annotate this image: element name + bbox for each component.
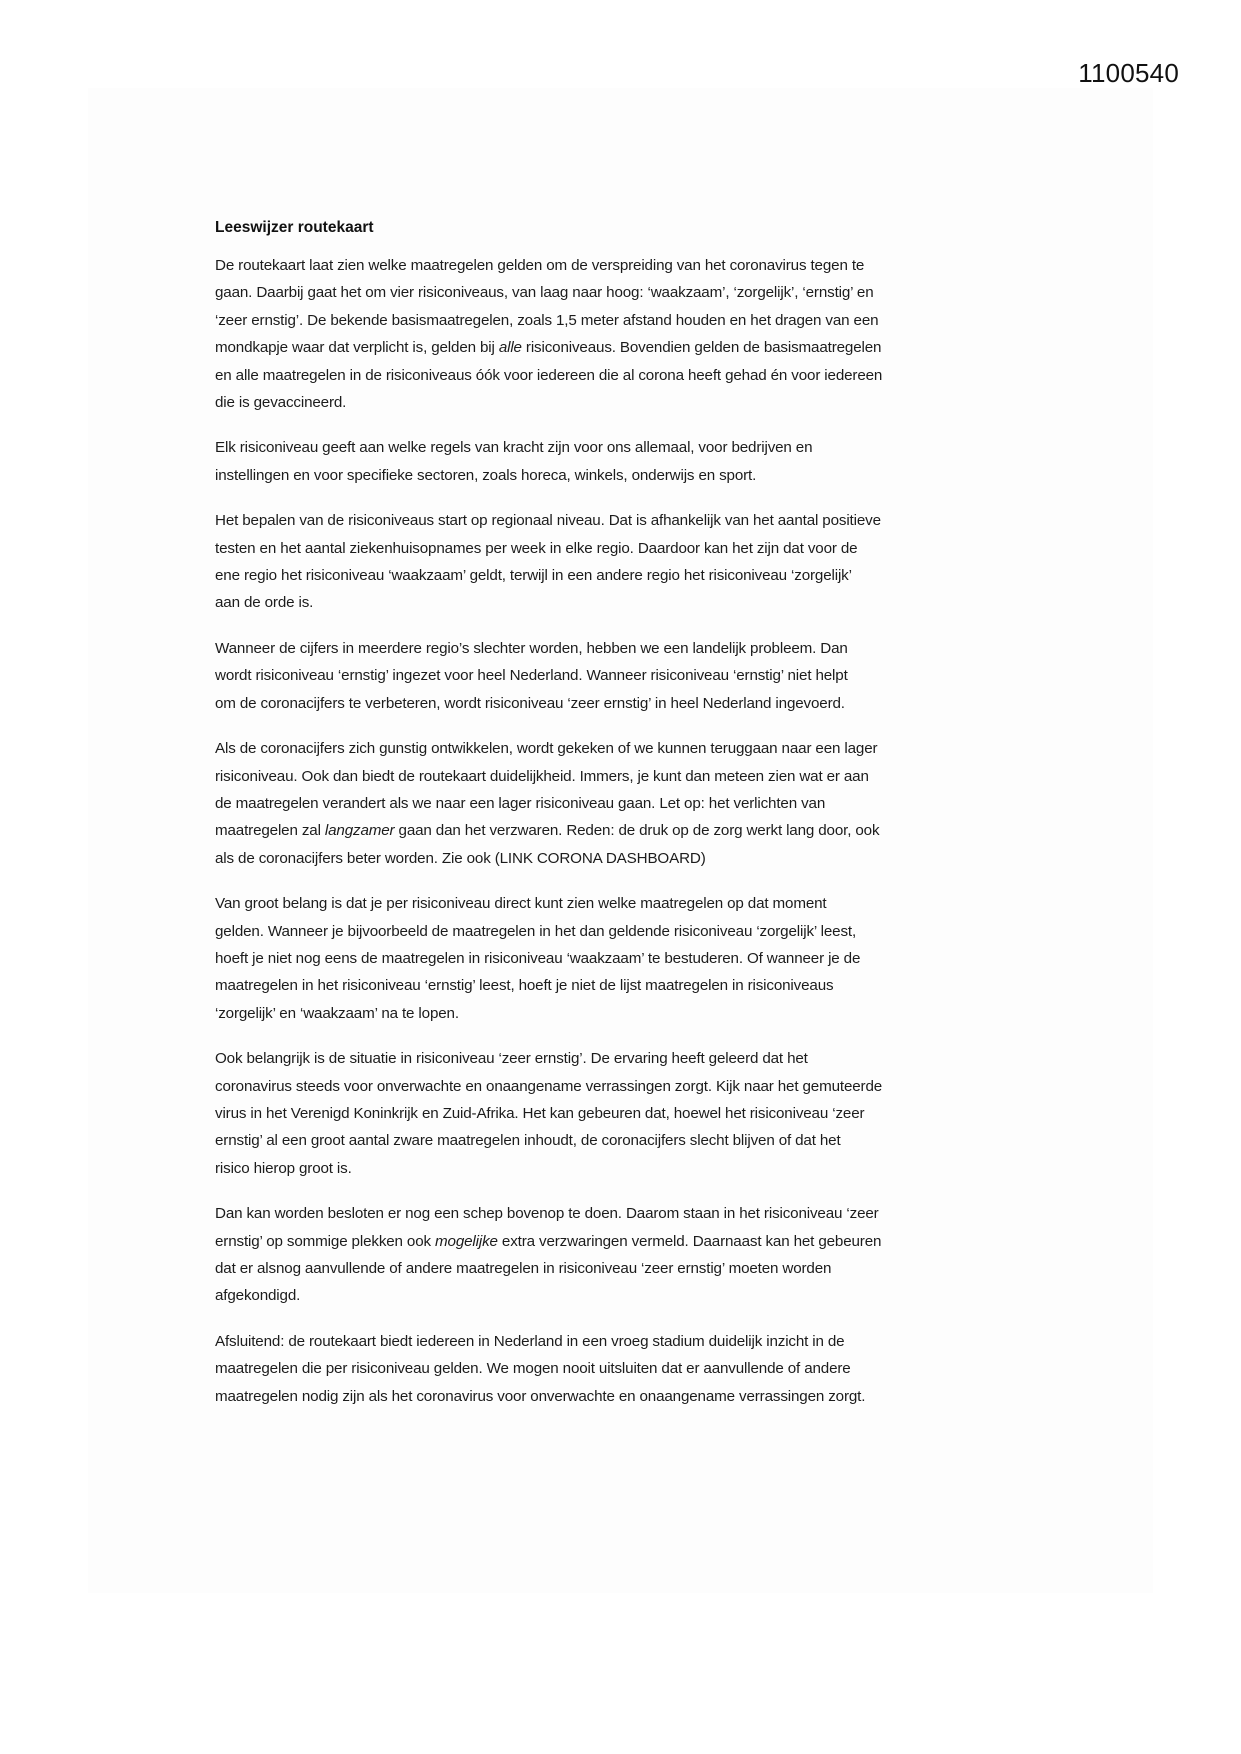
text-line: maatregelen zal langzamer gaan dan het verzwaren. Reden: de druk op de zorg werkt lang door, ook — [215, 822, 880, 840]
emphasis: alle — [498, 339, 522, 357]
text-line: gaan. Daarbij gaat het om vier risiconiveaus, van laag naar hoog: ‘waakzaam’, ‘zorgelijk’, ‘ernstig’ en — [215, 284, 874, 302]
paragraph — [215, 434, 1045, 489]
emphasis: langzamer — [324, 822, 395, 840]
text-line: Ook belangrijk is de situatie in risiconiveau ‘zeer ernstig’. De ervaring heeft geleerd dat het — [215, 1050, 808, 1068]
document-title: Leeswijzer routekaart — [215, 219, 374, 236]
text-line: afgekondigd. — [215, 1287, 301, 1305]
text-line: gelden. Wanneer je bijvoorbeeld de maatregelen in het dan geldende risiconiveau ‘zorgelijk’ leest, — [215, 922, 857, 940]
paragraph — [215, 890, 1045, 1027]
text-line: Dan kan worden besloten er nog een schep bovenop te doen. Daarom staan in het risiconiveau ‘zeer — [215, 1205, 879, 1223]
text-line: ernstig’ op sommige plekken ook mogelijke extra verzwaringen vermeld. Daarnaast kan het gebeuren — [215, 1232, 882, 1250]
text-line: virus in het Verenigd Koninkrijk en Zuid-Afrika. Het kan gebeuren dat, hoewel het risiconiveau ‘zeer — [215, 1104, 865, 1122]
document-body — [215, 218, 1045, 1428]
text-line: ernstig’ al een groot aantal zware maatregelen inhoudt, de coronacijfers slecht blijven of dat het — [215, 1132, 841, 1150]
text-line: testen en het aantal ziekenhuisopnames per week in elke regio. Daardoor kan het zijn dat voor de — [215, 539, 858, 557]
text-line: mondkapje waar dat verplicht is, gelden bij alle risiconiveaus. Bovendien gelden de basismaatregelen — [215, 339, 882, 357]
text-line: instellingen en voor specifieke sectoren, zoals horeca, winkels, onderwijs en sport. — [215, 466, 757, 484]
text-line: de maatregelen verandert als we naar een lager risiconiveau gaan. Let op: het verlichten van — [215, 794, 826, 812]
text-line: maatregelen nodig zijn als het coronavirus voor onverwachte en onaangename verrassingen zorgt. — [215, 1387, 866, 1405]
text-line: ‘zorgelijk’ en ‘waakzaam’ na te lopen. — [215, 1004, 459, 1022]
text-line: en alle maatregelen in de risiconiveaus óók voor iedereen die al corona heeft gehad én voor iedereen — [215, 366, 883, 384]
paragraph — [215, 1045, 1045, 1182]
text-line: Wanneer de cijfers in meerdere regio’s slechter worden, hebben we een landelijk probleem. Dan — [215, 639, 848, 657]
text-line: hoeft je niet nog eens de maatregelen in risiconiveau ‘waakzaam’ te bestuderen. Of wanneer je de — [215, 949, 861, 967]
text-line: Afsluitend: de routekaart biedt iedereen in Nederland in een vroeg stadium duidelijk inzicht in de — [215, 1332, 845, 1350]
text-line: maatregelen die per risiconiveau gelden. We mogen nooit uitsluiten dat er aanvullende of andere — [215, 1360, 851, 1378]
text-line: coronavirus steeds voor onverwachte en onaangename verrassingen zorgt. Kijk naar het gemuteerde — [215, 1077, 883, 1095]
paragraph-list — [215, 252, 1045, 1410]
emphasis: mogelijke — [435, 1232, 498, 1250]
text-line: als de coronacijfers beter worden. Zie ook (LINK CORONA DASHBOARD) — [215, 849, 706, 867]
text-line: De routekaart laat zien welke maatregelen gelden om de verspreiding van het coronavirus tegen te — [215, 257, 865, 274]
text-line: maatregelen in het risiconiveau ‘ernstig’ leest, hoeft je niet de lijst maatregelen in risiconiveaus — [215, 977, 834, 995]
text-line: aan de orde is. — [215, 594, 314, 612]
text-line: dat er alsnog aanvullende of andere maatregelen in risiconiveau ‘zeer ernstig’ moeten worden — [215, 1260, 832, 1277]
text-line: Van groot belang is dat je per risiconiveau direct kunt zien welke maatregelen op dat moment — [215, 895, 827, 913]
text-line: die is gevaccineerd. — [215, 394, 347, 412]
paragraph — [215, 1328, 1045, 1410]
text-line: Het bepalen van de risiconiveaus start op regionaal niveau. Dat is afhankelijk van het aantal positieve — [215, 512, 881, 530]
paragraph — [215, 1200, 1045, 1310]
text-line: risiconiveau. Ook dan biedt de routekaart duidelijkheid. Immers, je kunt dan meteen zien wat er aan — [215, 767, 869, 785]
paragraph — [215, 735, 1045, 872]
paragraph — [215, 507, 1045, 617]
text-line: om de coronacijfers te verbeteren, wordt risiconiveau ‘zeer ernstig’ in heel Nederland ingevoerd. — [215, 694, 845, 712]
document-id-stamp: 1100540 — [1078, 58, 1179, 88]
text-line: ene regio het risiconiveau ‘waakzaam’ geldt, terwijl in een andere regio het risiconiveau ‘zorgelijk’ — [215, 567, 852, 585]
text-line: Als de coronacijfers zich gunstig ontwikkelen, wordt gekeken of we kunnen teruggaan naar een lager — [215, 740, 878, 758]
text-line: ‘zeer ernstig’. De bekende basismaatregelen, zoals 1,5 meter afstand houden en het dragen van een — [215, 311, 879, 329]
text-line: wordt risiconiveau ‘ernstig’ ingezet voor heel Nederland. Wanneer risiconiveau ‘ernstig’ niet helpt — [215, 667, 848, 685]
text-line: risico hierop groot is. — [215, 1159, 352, 1177]
paragraph — [215, 252, 1045, 416]
text-line: Elk risiconiveau geeft aan welke regels van kracht zijn voor ons allemaal, voor bedrijven en — [215, 439, 813, 457]
paragraph — [215, 635, 1045, 717]
